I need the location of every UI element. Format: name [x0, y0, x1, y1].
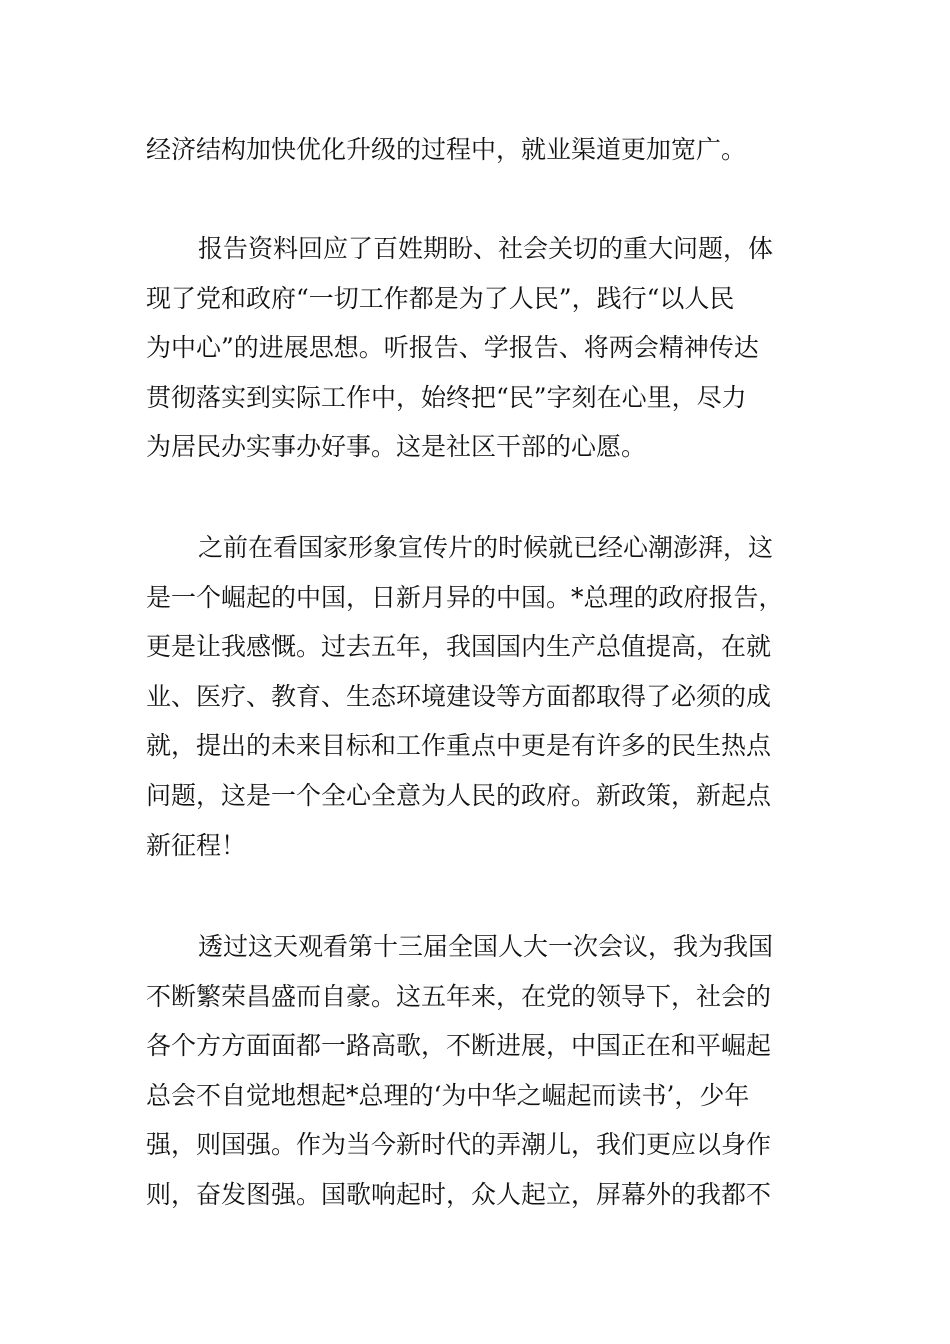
paragraph-1 [146, 125, 808, 175]
paragraph-line: 报告资料回应了百姓期盼、社会关切的重大问题，体 [198, 234, 774, 263]
paragraph-line: 各个方方面面都一路高歌，不断进展，中国正在和平崛起 [146, 1031, 772, 1061]
paragraph-4 [146, 922, 808, 1220]
paragraph-line: 问题，这是一个全心全意为人民的政府。新政策，新起点 [146, 780, 772, 810]
paragraph-line: 现了党和政府“一切工作都是为了人民”，践行“以人民 [146, 283, 735, 313]
paragraph-line: 为居民办实事办好事。这是社区干部的心愿。 [146, 432, 647, 462]
paragraph-line: 为中心”的进展思想。听报告、学报告、将两会精神传达 [146, 333, 759, 363]
paragraph-line: 总会不自觉地想起*总理的‘为中华之崛起而读书’，少年 [146, 1080, 750, 1110]
paragraph-line: 之前在看国家形象宣传片的时候就已经心潮澎湃，这 [198, 533, 774, 562]
paragraph-line: 是一个崛起的中国，日新月异的中国。*总理的政府报告， [146, 582, 784, 612]
paragraph-3 [146, 523, 808, 870]
paragraph-line: 贯彻落实到实际工作中，始终把“民”字刻在心里，尽力 [146, 382, 747, 412]
paragraph-line: 强，则国强。作为当今新时代的弄潮儿，我们更应以身作 [146, 1130, 772, 1160]
paragraph-2 [146, 224, 808, 472]
paragraph-line: 就，提出的未来目标和工作重点中更是有许多的民生热点 [146, 731, 772, 761]
paragraph-line: 新征程！ [146, 830, 247, 860]
paragraph-line: 透过这天观看第十三届全国人大一次会议，我为我国 [198, 932, 774, 961]
paragraph-line: 经济结构加快优化升级的过程中，就业渠道更加宽广。 [146, 135, 747, 164]
paragraph-line: 不断繁荣昌盛而自豪。这五年来，在党的领导下，社会的 [146, 981, 772, 1011]
paragraph-line: 则，奋发图强。国歌响起时，众人起立，屏幕外的我都不 [146, 1179, 772, 1209]
paragraph-line: 更是让我感慨。过去五年，我国国内生产总值提高，在就 [146, 632, 772, 662]
paragraph-line: 业、医疗、教育、生态环境建设等方面都取得了必须的成 [146, 681, 772, 711]
